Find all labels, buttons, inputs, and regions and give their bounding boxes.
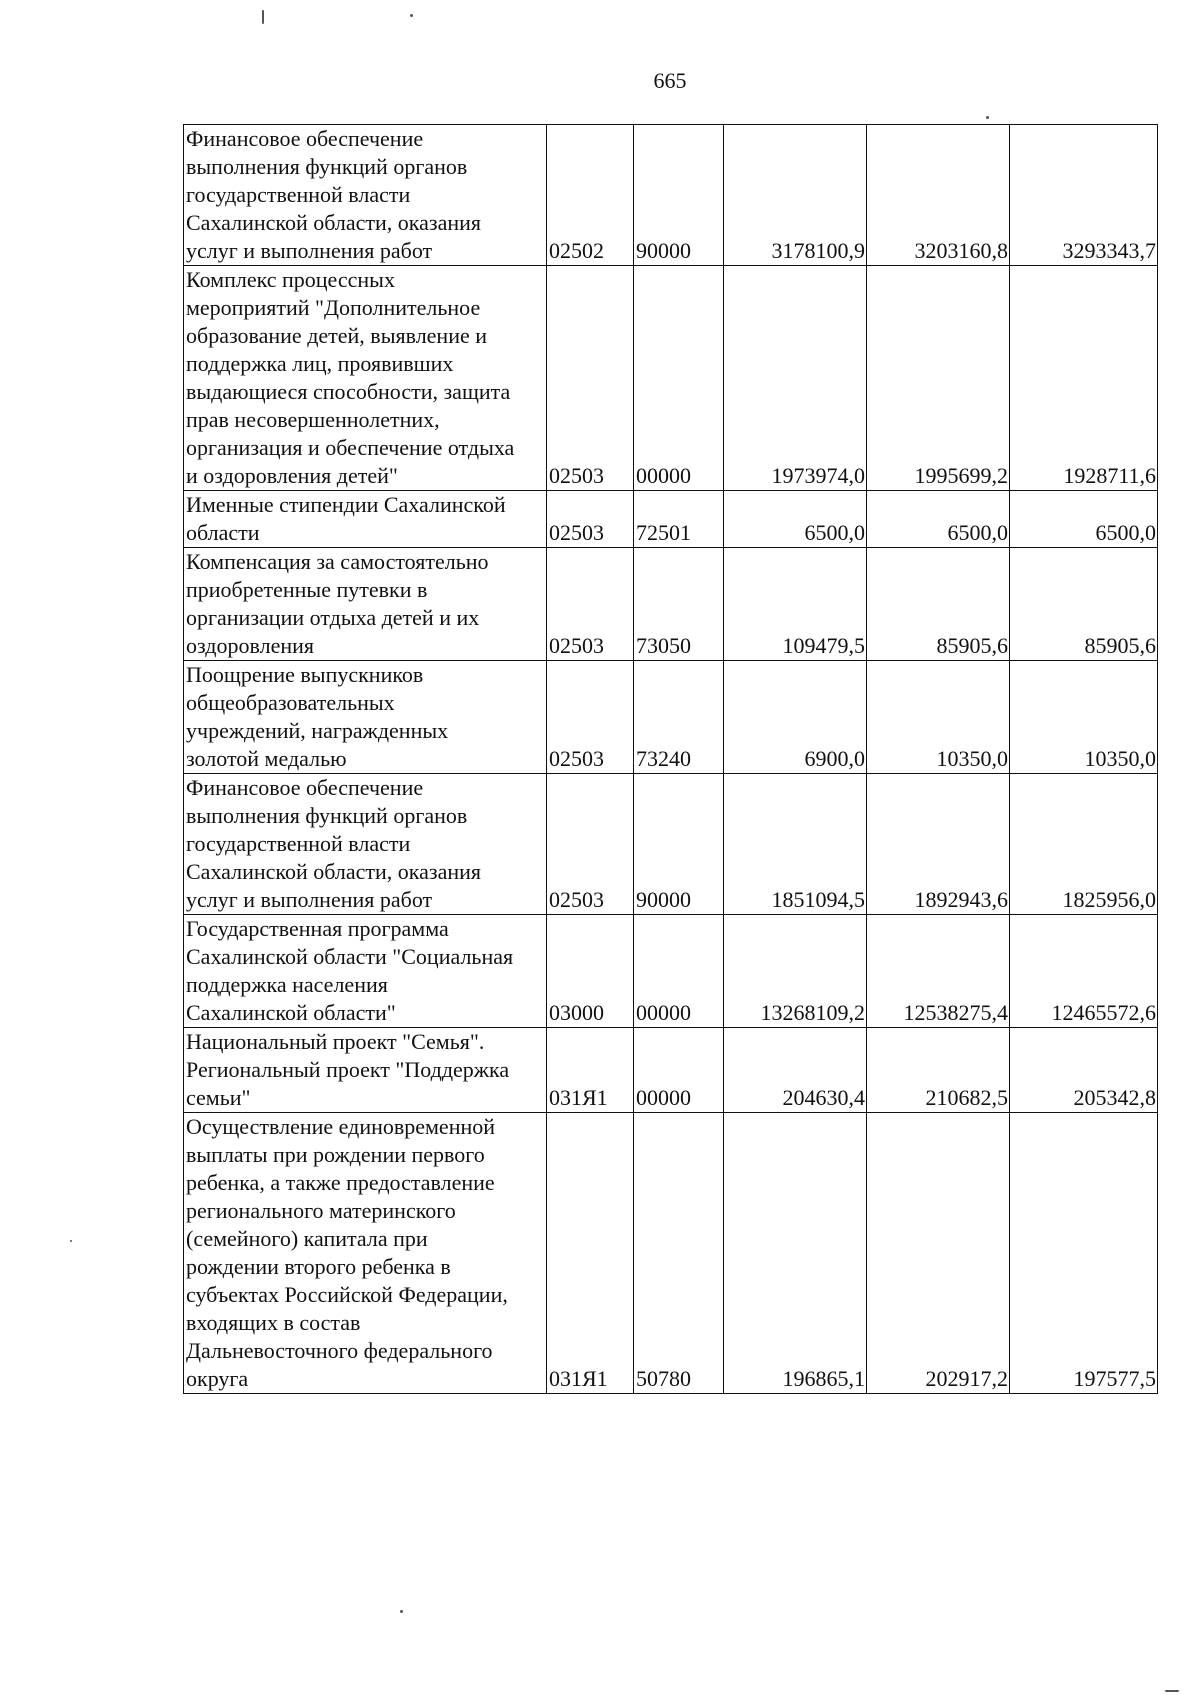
table-row — [184, 774, 1158, 915]
value-1-cell: 1973974,0 — [724, 266, 867, 491]
value-2-cell: 210682,5 — [867, 1028, 1010, 1113]
table-row — [184, 1028, 1158, 1113]
direction-code-cell: 90000 — [634, 774, 724, 915]
direction-code-cell: 72501 — [634, 491, 724, 548]
row-name-cell: Финансовое обеспечение выполнения функций органов государственной власти Сахалинской области, оказания услуг и выполнения работ — [184, 125, 547, 266]
table-row — [184, 548, 1158, 661]
row-name-cell: Комплекс процессных мероприятий "Дополнительное образование детей, выявление и поддержка лиц, проявивших выдающиеся способности, защита прав несовершеннолетних, организация и обеспечение отдыха и оздоровления детей" — [184, 266, 547, 491]
scan-speck — [70, 1240, 72, 1242]
value-1-cell: 109479,5 — [724, 548, 867, 661]
value-2-cell: 12538275,4 — [867, 915, 1010, 1028]
table-row — [184, 661, 1158, 774]
program-code-cell: 03000 — [547, 915, 634, 1028]
program-code-cell: 02502 — [547, 125, 634, 266]
value-1-cell: 204630,4 — [724, 1028, 867, 1113]
page-number: 665 — [653, 68, 687, 93]
direction-code-cell: 00000 — [634, 266, 724, 491]
budget-table-body — [184, 125, 1158, 1394]
program-code-cell: 031Я1 — [547, 1028, 634, 1113]
row-name-cell: Осуществление единовременной выплаты при рождении первого ребенка, а также предоставление регионального материнского (семейного) капитала при рождении второго ребенка в субъектах Российской Федерации, входящих в состав Дальневосточного федерального округа — [184, 1113, 547, 1394]
direction-code-cell: 50780 — [634, 1113, 724, 1394]
scan-speck — [410, 14, 413, 17]
value-3-cell: 1825956,0 — [1010, 774, 1158, 915]
row-name-cell: Государственная программа Сахалинской области "Социальная поддержка населения Сахалинской области" — [184, 915, 547, 1028]
value-1-cell: 3178100,9 — [724, 125, 867, 266]
scan-speck — [986, 116, 989, 119]
value-1-cell: 196865,1 — [724, 1113, 867, 1394]
value-1-cell: 6500,0 — [724, 491, 867, 548]
value-2-cell: 3203160,8 — [867, 125, 1010, 266]
value-3-cell: 197577,5 — [1010, 1113, 1158, 1394]
direction-code-cell: 73240 — [634, 661, 724, 774]
table-row — [184, 491, 1158, 548]
program-code-cell: 02503 — [547, 491, 634, 548]
row-name-cell: Именные стипендии Сахалинской области — [184, 491, 547, 548]
direction-code-cell: 00000 — [634, 1028, 724, 1113]
table-row — [184, 125, 1158, 266]
value-2-cell: 10350,0 — [867, 661, 1010, 774]
row-name-cell: Компенсация за самостоятельно приобретенные путевки в организации отдыха детей и их оздоровления — [184, 548, 547, 661]
value-3-cell: 10350,0 — [1010, 661, 1158, 774]
row-name-cell: Национальный проект "Семья". Региональный проект "Поддержка семьи" — [184, 1028, 547, 1113]
row-name-cell: Финансовое обеспечение выполнения функций органов государственной власти Сахалинской области, оказания услуг и выполнения работ — [184, 774, 547, 915]
direction-code-cell: 73050 — [634, 548, 724, 661]
value-2-cell: 1892943,6 — [867, 774, 1010, 915]
value-3-cell: 6500,0 — [1010, 491, 1158, 548]
table-row — [184, 1113, 1158, 1394]
value-2-cell: 202917,2 — [867, 1113, 1010, 1394]
value-2-cell: 85905,6 — [867, 548, 1010, 661]
value-1-cell: 6900,0 — [724, 661, 867, 774]
row-name-cell: Поощрение выпускников общеобразовательных учреждений, награжденных золотой медалью — [184, 661, 547, 774]
value-3-cell: 1928711,6 — [1010, 266, 1158, 491]
table-row — [184, 266, 1158, 491]
program-code-cell: 02503 — [547, 548, 634, 661]
scan-speck — [400, 1610, 403, 1613]
direction-code-cell: 90000 — [634, 125, 724, 266]
program-code-cell: 02503 — [547, 661, 634, 774]
program-code-cell: 02503 — [547, 774, 634, 915]
value-2-cell: 6500,0 — [867, 491, 1010, 548]
value-1-cell: 1851094,5 — [724, 774, 867, 915]
scan-speck — [1165, 1690, 1179, 1692]
table-row — [184, 915, 1158, 1028]
value-3-cell: 3293343,7 — [1010, 125, 1158, 266]
program-code-cell: 02503 — [547, 266, 634, 491]
value-1-cell: 13268109,2 — [724, 915, 867, 1028]
direction-code-cell: 00000 — [634, 915, 724, 1028]
scan-speck — [262, 10, 264, 24]
value-3-cell: 85905,6 — [1010, 548, 1158, 661]
program-code-cell: 031Я1 — [547, 1113, 634, 1394]
budget-table — [183, 124, 1158, 1394]
value-2-cell: 1995699,2 — [867, 266, 1010, 491]
value-3-cell: 205342,8 — [1010, 1028, 1158, 1113]
value-3-cell: 12465572,6 — [1010, 915, 1158, 1028]
